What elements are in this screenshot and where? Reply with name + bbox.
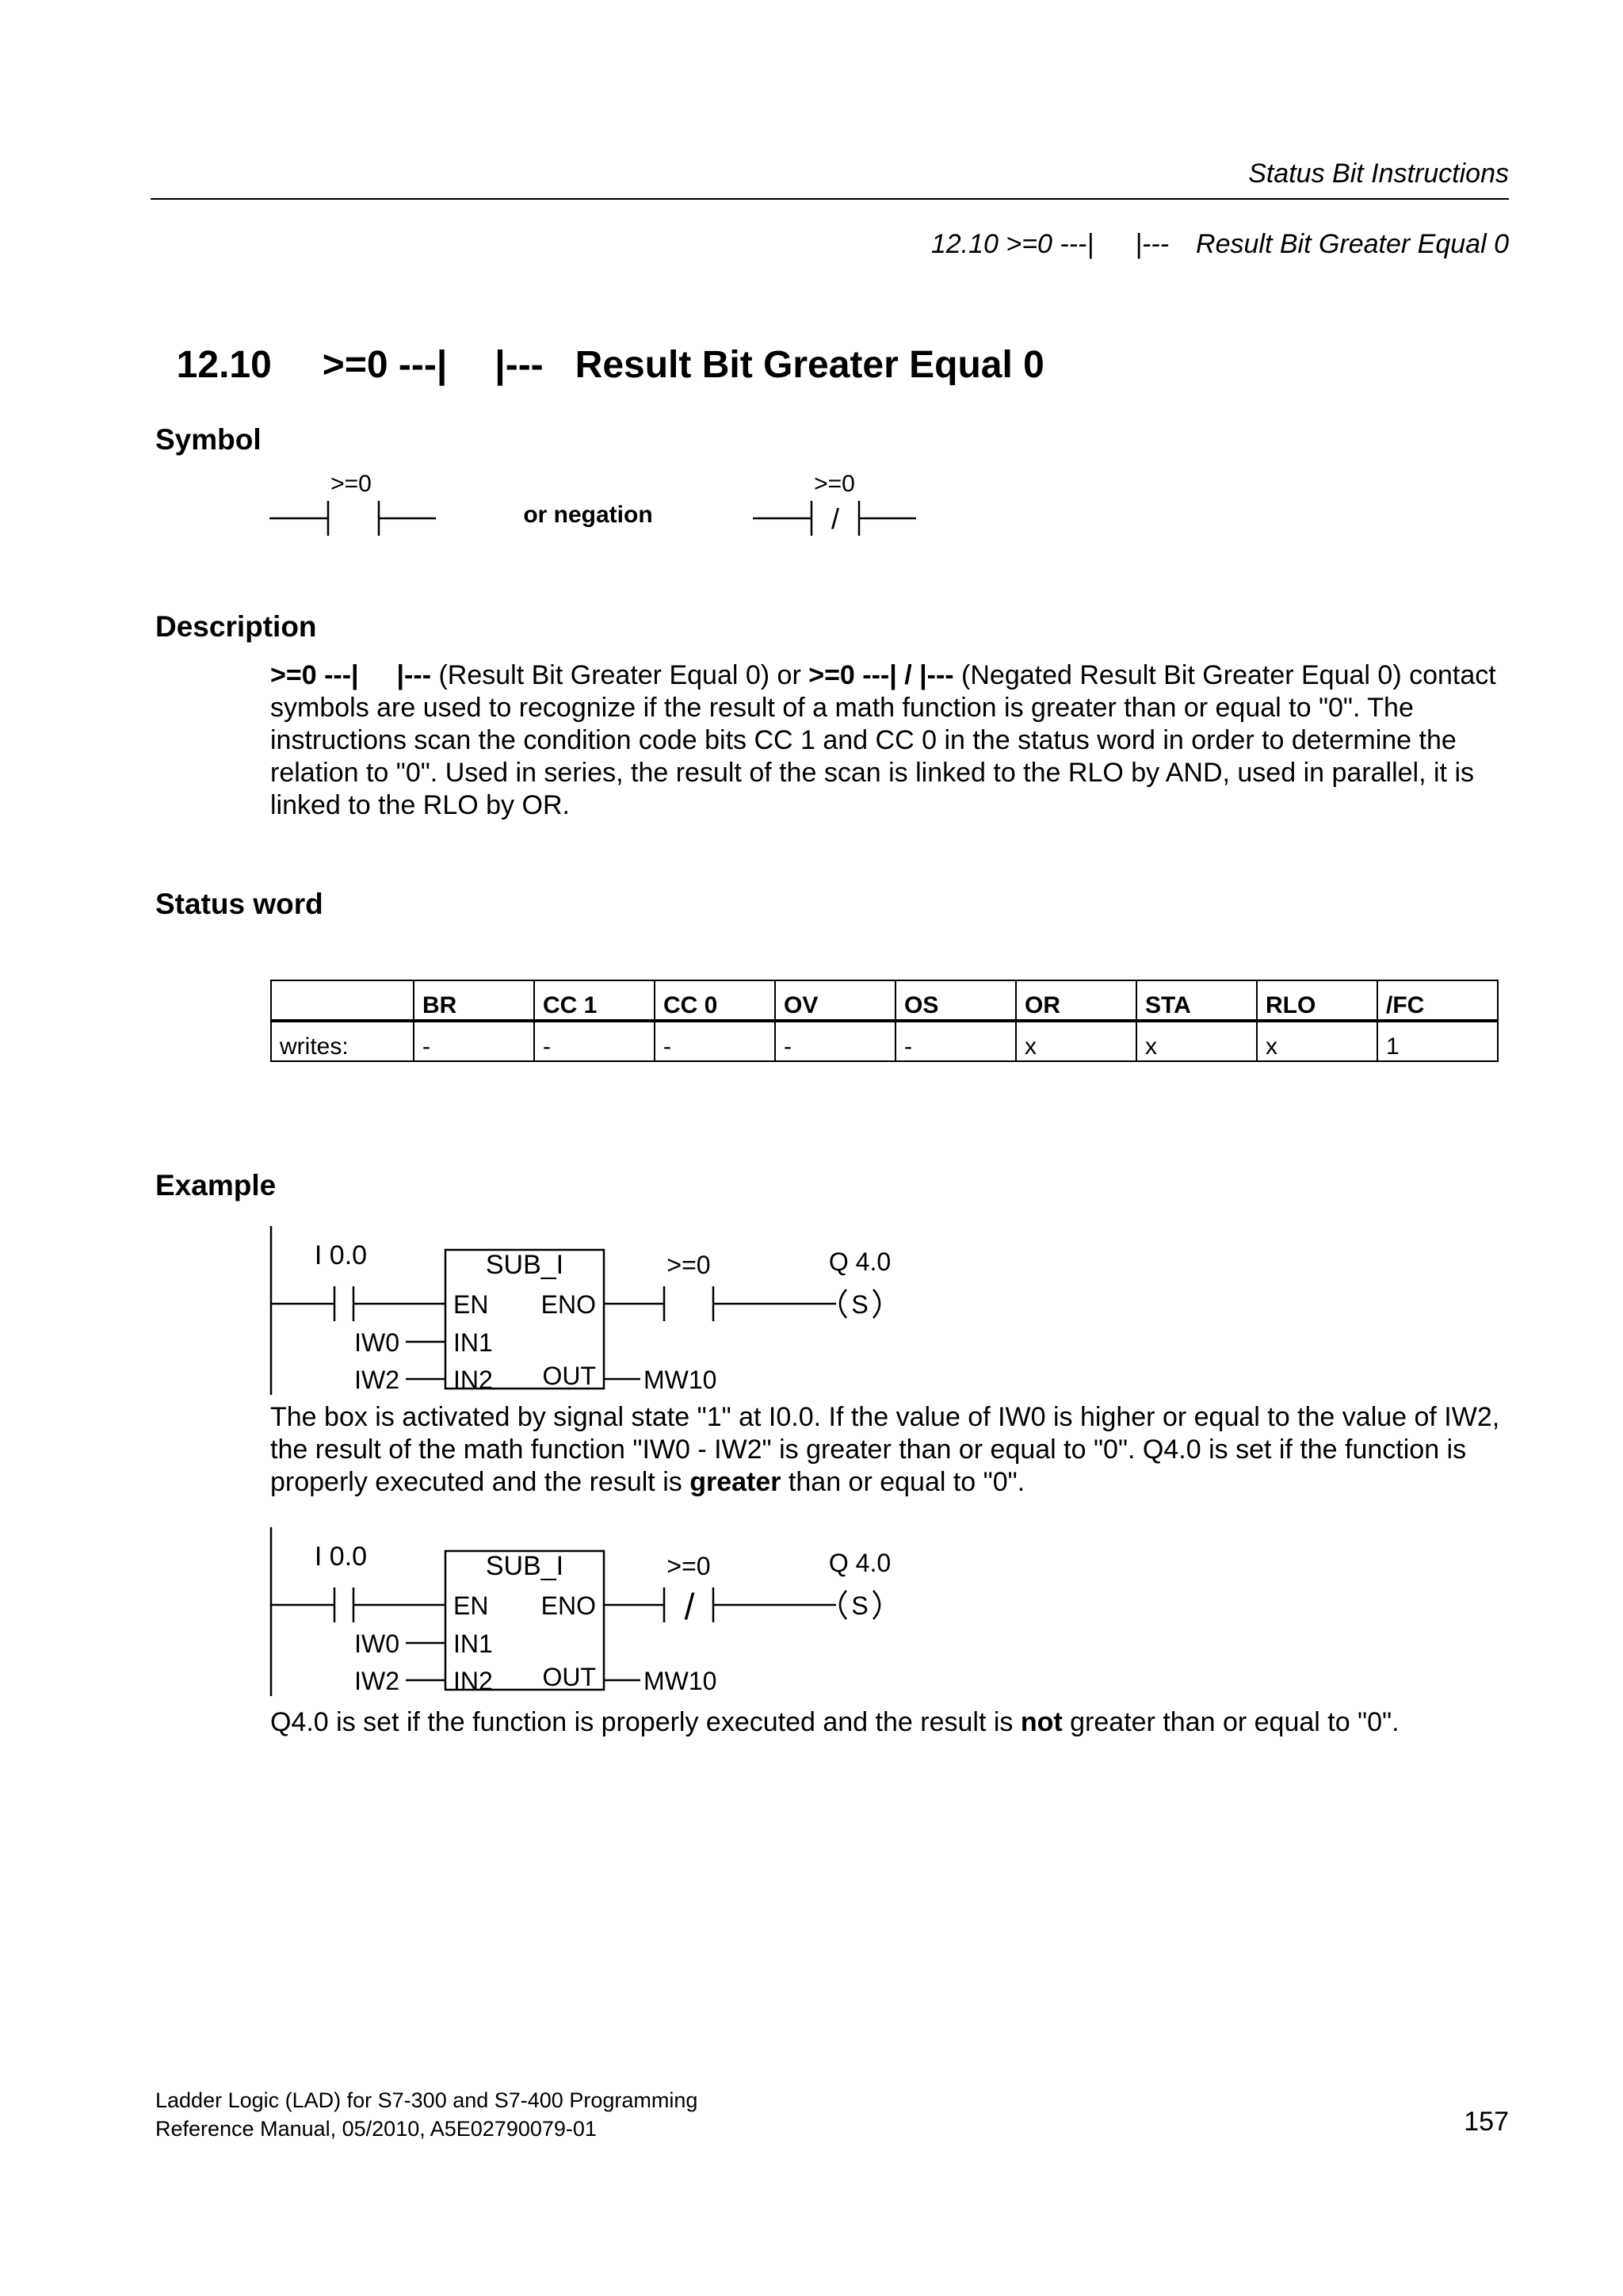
desc-symbol-1b: |--- xyxy=(396,660,432,690)
status-cell: x xyxy=(1136,1021,1257,1061)
out-variable: MW10 xyxy=(643,1366,717,1394)
coil-address: Q 4.0 xyxy=(828,1549,892,1577)
ex-para2-a: Q4.0 is set if the function is properly executed and the result is xyxy=(270,1707,1021,1737)
running-header-chapter: Status Bit Instructions xyxy=(1248,159,1509,189)
running-header-section xyxy=(916,198,1509,260)
status-table-row xyxy=(271,1021,1498,1061)
status-cell: writes: xyxy=(271,1021,414,1061)
status-cell: x xyxy=(1257,1021,1377,1061)
status-cell: - xyxy=(655,1021,775,1061)
example-paragraph-2 xyxy=(270,1706,1507,1739)
status-col-empty xyxy=(271,980,414,1021)
header-section-title: Result Bit Greater Equal 0 xyxy=(1196,229,1509,259)
status-cell: - xyxy=(414,1021,534,1061)
ex-para2-c: greater than or equal to "0". xyxy=(1062,1707,1400,1737)
footer-manual-ref: Reference Manual, 05/2010, A5E02790079-01 xyxy=(155,2117,597,2141)
footer-manual-title: Ladder Logic (LAD) for S7-300 and S7-400 Programming xyxy=(155,2088,698,2112)
status-col-fc: /FC xyxy=(1377,980,1498,1021)
status-col-br: BR xyxy=(414,980,534,1021)
box-title: SUB_I xyxy=(485,1250,564,1280)
status-word-heading: Status word xyxy=(155,888,323,920)
page-number: 157 xyxy=(1464,2107,1509,2137)
description-paragraph xyxy=(270,659,1507,822)
title-symbol-b: |--- xyxy=(495,344,544,386)
symbol-heading: Symbol xyxy=(155,423,262,456)
coil-left-arc xyxy=(840,1591,846,1619)
out-pin: OUT xyxy=(542,1362,596,1390)
description-heading: Description xyxy=(155,610,317,643)
or-negation-label: or negation xyxy=(523,502,653,528)
status-cell: - xyxy=(896,1021,1016,1061)
example-paragraph-1 xyxy=(270,1401,1507,1499)
header-section-num: 12.10 >=0 ---| xyxy=(930,229,1094,259)
input-address: I 0.0 xyxy=(314,1240,368,1270)
ex-para1-c: than or equal to "0". xyxy=(781,1467,1025,1497)
title-text: Result Bit Greater Equal 0 xyxy=(575,344,1044,386)
desc-text-1: (Result Bit Greater Equal 0) or xyxy=(431,660,809,690)
negation-slash: / xyxy=(831,502,840,535)
coil-set: S xyxy=(851,1591,869,1620)
status-cell: x xyxy=(1016,1021,1136,1061)
ladder-diagram-1 xyxy=(262,1217,927,1399)
contact-label: >=0 xyxy=(666,1552,711,1580)
page-title xyxy=(155,300,1044,387)
desc-symbol-1: >=0 ---| xyxy=(270,660,359,690)
input-address: I 0.0 xyxy=(314,1541,368,1572)
desc-text-2: (Negated Result Bit Greater Equal 0) contact symbols are used to recognize if the result of a math function is greater than or equal to "0". The instructions scan the condition code bits CC 1 and CC 0 in the status word in order to determine the relation to "0". Used in series, the result of the scan is linked to the RLO by AND, used in parallel, it is linked to the RLO by OR. xyxy=(270,660,1496,820)
in1-variable: IW0 xyxy=(354,1328,399,1357)
status-col-rlo: RLO xyxy=(1257,980,1377,1021)
status-cell: - xyxy=(775,1021,896,1061)
desc-symbol-2: >=0 ---| / |--- xyxy=(808,660,954,690)
in2-pin: IN2 xyxy=(453,1366,493,1394)
ex-para1-a: The box is activated by signal state "1" at I0.0. If the value of IW0 is higher or equal to the value of IW2, the result of the math function "IW0 - IW2" is greater than or equal to "0". Q4.0 is set if the function is properly executed and the result is xyxy=(270,1402,1500,1497)
status-col-cc0: CC 0 xyxy=(655,980,775,1021)
example-heading: Example xyxy=(155,1169,277,1201)
negation-slash: / xyxy=(684,1586,695,1627)
out-variable: MW10 xyxy=(643,1667,717,1695)
in1-pin: IN1 xyxy=(453,1629,493,1658)
symbol-graphic xyxy=(262,468,943,547)
title-number: 12.10 xyxy=(176,344,272,386)
status-table-header-row xyxy=(271,980,1498,1021)
header-section-sym: |--- xyxy=(1135,229,1170,259)
status-col-sta: STA xyxy=(1136,980,1257,1021)
box-title: SUB_I xyxy=(485,1551,564,1581)
coil-left-arc xyxy=(840,1289,846,1318)
en-pin: EN xyxy=(453,1290,489,1319)
in2-variable: IW2 xyxy=(354,1667,399,1695)
status-col-or: OR xyxy=(1016,980,1136,1021)
ex-para1-b: greater xyxy=(689,1467,781,1497)
contact-label: >=0 xyxy=(666,1251,711,1279)
in1-variable: IW0 xyxy=(354,1629,399,1658)
contact-label: >=0 xyxy=(330,471,372,497)
en-pin: EN xyxy=(453,1591,489,1620)
coil-address: Q 4.0 xyxy=(828,1247,892,1276)
negated-contact-label: >=0 xyxy=(814,471,855,497)
status-cell: 1 xyxy=(1377,1021,1498,1061)
eno-pin: ENO xyxy=(540,1290,596,1319)
status-cell: - xyxy=(534,1021,655,1061)
status-col-cc1: CC 1 xyxy=(534,980,655,1021)
status-col-os: OS xyxy=(896,980,1016,1021)
contact-symbol xyxy=(269,501,436,536)
eno-pin: ENO xyxy=(540,1591,596,1620)
coil-right-arc xyxy=(873,1591,880,1619)
title-symbol-a: >=0 ---| xyxy=(322,344,448,386)
coil-right-arc xyxy=(873,1289,880,1318)
ex-para2-b: not xyxy=(1020,1707,1063,1737)
coil-set: S xyxy=(851,1290,869,1319)
in1-pin: IN1 xyxy=(453,1328,493,1357)
ladder-diagram-2 xyxy=(262,1518,927,1700)
in2-variable: IW2 xyxy=(354,1366,399,1394)
out-pin: OUT xyxy=(542,1663,596,1691)
status-word-table xyxy=(270,980,1499,1062)
in2-pin: IN2 xyxy=(453,1667,493,1695)
status-col-ov: OV xyxy=(775,980,896,1021)
